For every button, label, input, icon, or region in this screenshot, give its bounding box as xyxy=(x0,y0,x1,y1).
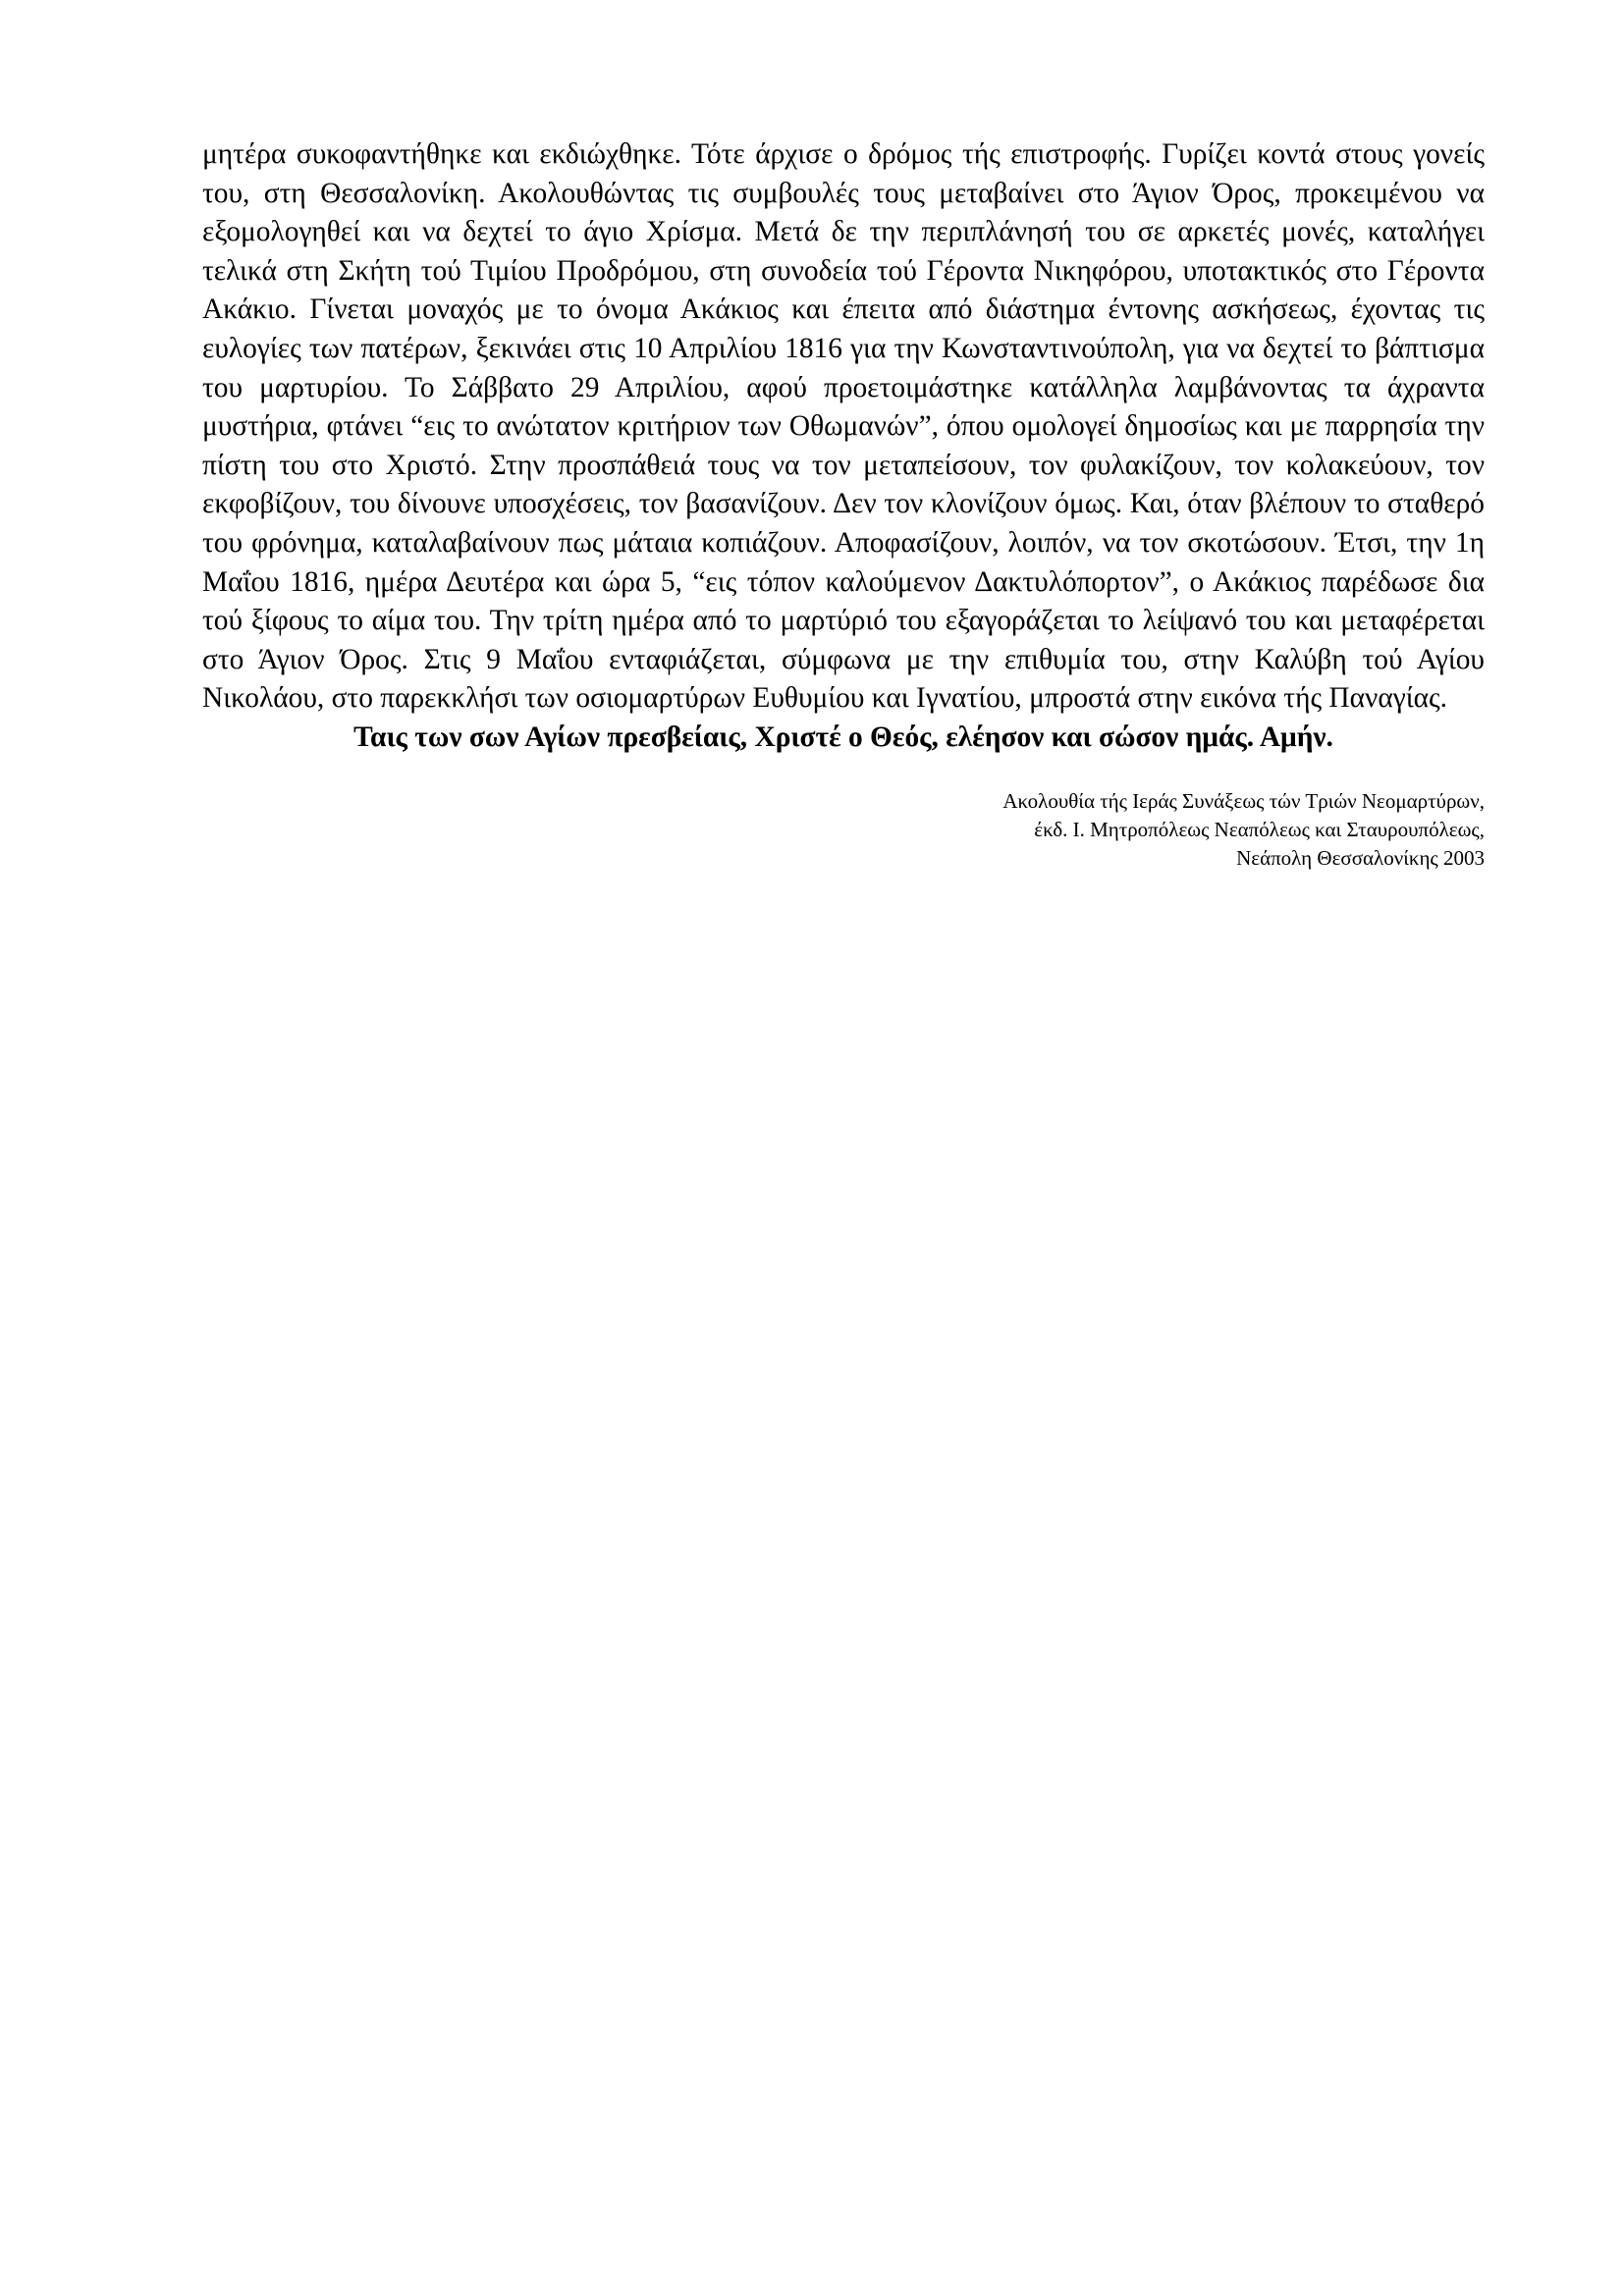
page-content xyxy=(202,135,1485,873)
source-line-place-year: Νεάπολη Θεσσαλονίκης 2003 xyxy=(1236,845,1485,870)
source-citation xyxy=(202,787,1485,873)
source-line-publisher: έκδ. Ι. Μητροπόλεως Νεαπόλεως και Σταυρουπόλεως, xyxy=(1034,817,1485,841)
source-line-title: Ακολουθία τής Ιεράς Συνάξεως τών Τριών Νεομαρτύρων, xyxy=(1002,788,1485,813)
closing-prayer: Ταις των σων Αγίων πρεσβείαις, Χριστέ ο Θεός, ελέησον και σώσον ημάς. Αμήν. xyxy=(353,721,1333,753)
body-paragraph: μητέρα συκοφαντήθηκε και εκδιώχθηκε. Τότε άρχισε ο δρόμος τής επιστροφής. Γυρίζει κοντά στους γονείς του, στη Θεσσαλονίκη. Ακολουθώντας τις συμβουλές τους μεταβαίνει στο Άγιον Όρος, προκειμένου να εξομολογηθεί και να δεχτεί το άγιο Χρίσμα. Μετά δε την περιπλάνησή του σε αρκετές μονές, καταλήγει τελικά στη Σκήτη τού Τιμίου Προδρόμου, στη συνοδεία τού Γέροντα Νικηφόρου, υποτακτικός στο Γέροντα Ακάκιο. Γίνεται μοναχός με το όνομα Ακάκιος και έπειτα από διάστημα έντονης ασκήσεως, έχοντας τις ευλογίες των πατέρων, ξεκινάει στις 10 Απριλίου 1816 για την Κωνσταντινούπολη, για να δεχτεί το βάπτισμα του μαρτυρίου. Το Σάββατο 29 Απριλίου, αφού προετοιμάστηκε κατάλληλα λαμβάνοντας τα άχραντα μυστήρια, φτάνει “εις το ανώτατον κριτήριον των Οθωμανών”, όπου ομολογεί δημοσίως και με παρρησία την πίστη του στο Χριστό. Στην προσπάθειά τους να τον μεταπείσουν, τον φυλακίζουν, τον κολακεύουν, τον εκφοβίζουν, του δίνουνε υποσχέσεις, τον βασανίζουν. Δεν τον κλονίζουν όμως. Και, όταν βλέπουν το σταθερό του φρόνημα, καταλαβαίνουν πως μάταια κοπιάζουν. Αποφασίζουν, λοιπόν, να τον σκοτώσουν. Έτσι, την 1η Μαΐου 1816, ημέρα Δευτέρα και ώρα 5, “εις τόπον καλούμενον Δακτυλόπορτον”, ο Ακάκιος παρέδωσε δια τού ξίφους το αίμα του. Την τρίτη ημέρα από το μαρτύριό του εξαγοράζεται το λείψανό του και μεταφέρεται στο Άγιον Όρος. Στις 9 Μαΐου ενταφιάζεται, σύμφωνα με την επιθυμία του, στην Καλύβη τού Αγίου Νικολάου, στο παρεκκλήσι των οσιομαρτύρων Ευθυμίου και Ιγνατίου, μπροστά στην εικόνα τής Παναγίας. xyxy=(202,138,1485,715)
